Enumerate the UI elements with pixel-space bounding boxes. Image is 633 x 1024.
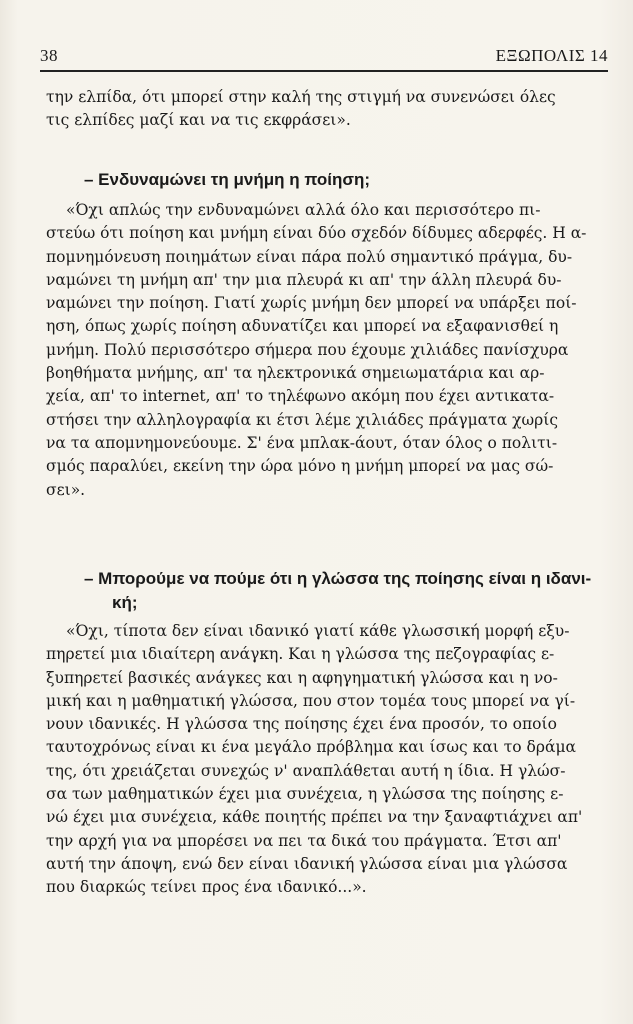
text-line: ταυτοχρόνως είναι κι ένα μεγάλο πρόβλημα και ίσως και το δράμα: [46, 738, 577, 757]
text-line: χεία, απ' το internet, απ' το τηλέφωνο ακόμη που έχει αντικατα-: [46, 387, 555, 406]
question-heading: [84, 567, 594, 615]
text-line: σα των μαθηματικών έχει μια συνέχεια, η γλώσσα της ποίησης ε-: [46, 785, 564, 804]
page-header: [40, 46, 608, 66]
text-line: «Όχι απλώς την ενδυναμώνει αλλά όλο και περισσότερο πι-: [66, 201, 541, 219]
text-line: τις ελπίδες μαζί και να τις εκφράσει».: [46, 111, 351, 130]
text-line: νώ έχει μια συνέχεια, κάθε ποιητής πρέπει να την ξαναφτιάχνει απ': [46, 808, 583, 827]
text-line: ηση, όπως χωρίς ποίηση αδυνατίζει και μπορεί να εξαφανισθεί η: [46, 317, 559, 336]
header-rule: [40, 70, 608, 72]
text-line: ξυπηρετεί βασικές ανάγκες και η αφηγηματική γλώσσα και η νο-: [46, 668, 558, 687]
text-line: νουν ιδανικές. Η γλώσσα της ποίησης έχει ένα προσόν, το οποίο: [46, 715, 557, 734]
text-line: την αρχή για να μπορέσει να πει τα δικά του πράγματα. Έτσι απ': [46, 831, 562, 850]
text-line: σμός παραλύει, εκείνη την ώρα μόνο η μνήμη μπορεί να μας σώ-: [46, 457, 554, 476]
text-line: πηρετεί μια ιδιαίτερη ανάγκη. Και η γλώσσα της πεζογραφίας ε-: [46, 645, 555, 664]
text-line: μνήμη. Πολύ περισσότερο σήμερα που έχουμε χιλιάδες πανίσχυρα: [46, 340, 569, 359]
text-line: την ελπίδα, ότι μπορεί στην καλή της στιγμή να συνενώσει όλες: [46, 88, 556, 106]
text-line: αυτή την άποψη, ενώ δεν είναι ιδανική γλώσσα είναι μια γλώσσα: [46, 854, 568, 873]
page-number: 38: [40, 46, 58, 65]
text-line: «Όχι, τίποτα δεν είναι ιδανικό γιατί κάθε γλωσσική μορφή εξυ-: [66, 622, 570, 640]
text-line: βοηθήματα μνήμης, απ' τα ηλεκτρονικά σημειωματάρια και αρ-: [46, 364, 545, 383]
text-line: που διαρκώς τείνει προς ένα ιδανικό...».: [46, 878, 367, 897]
question-line: – Μπορούμε να πούμε ότι η γλώσσα της ποίησης είναι η ιδανι-: [84, 569, 592, 588]
answer-paragraph: [46, 620, 594, 900]
text-line: μική και η μαθηματική γλώσσα, που στον τομέα τους μπορεί να γί-: [46, 691, 576, 710]
text-line: να τα απομνημονεύουμε. Σ' ένα μπλακ-άουτ, όταν όλος ο πολιτι-: [46, 433, 558, 452]
intro-paragraph: [46, 86, 594, 133]
text-line: στήσει την αλληλογραφία κι έτσι λέμε χιλιάδες πράγματα χωρίς: [46, 410, 559, 429]
question-heading: [84, 168, 632, 192]
text-line: πομνημόνευση ποιημάτων είναι πάρα πολύ σημαντικό πράγμα, δυ-: [46, 247, 573, 266]
question-line: – Ενδυναμώνει τη μνήμη η ποίηση;: [84, 170, 371, 189]
text-line: σει».: [46, 480, 86, 499]
text-line: της, ότι χρειάζεται συνεχώς ν' αναπλάθεται αυτή η ίδια. Η γλώσ-: [46, 761, 566, 780]
question-line: κή;: [112, 593, 138, 612]
running-title: ΕΞΩΠΟΛΙΣ 14: [495, 46, 608, 65]
text-line: ναμώνει τη μνήμη απ' την μια πλευρά κι απ' την άλλη πλευρά δυ-: [46, 270, 562, 289]
answer-paragraph: [46, 199, 594, 502]
text-line: ναμώνει την ποίηση. Γιατί χωρίς μνήμη δεν μπορεί να υπάρξει ποί-: [46, 294, 577, 313]
text-line: στεύω ότι ποίηση και μνήμη είναι δύο σχεδόν δίδυμες αδερφές. Η α-: [46, 224, 587, 243]
